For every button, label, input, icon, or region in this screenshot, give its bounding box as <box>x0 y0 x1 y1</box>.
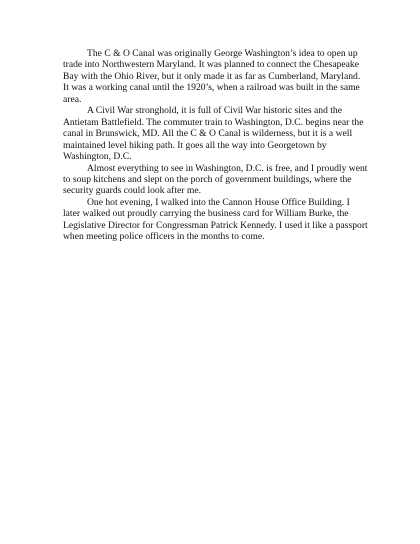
paragraph-washington: Almost everything to see in Washington, D.C. is free, and I proudly went to soup kitchens and slept on the porch of government buildings, where the security guards could look after me. <box>63 162 368 197</box>
paragraph-canal-history: The C & O Canal was originally George Washington’s idea to open up trade into Northwestern Maryland. It was planned to connect the Chesapeake Bay with the Ohio River, but it only made it as far as Cumberland, Maryland. It was a working canal until the 1920’s, when a railroad was built in the same area. <box>63 48 361 105</box>
paragraph-civil-war: A Civil War stronghold, it is full of Civil War historic sites and the Antietam Battlefield. The commuter train to Washington, D.C. begins near the canal in Brunswick, MD. All the C & O Canal is wilderness, but it is a well maintained level hiking path. It goes all the way into Georgetown by Washington, D.C. <box>63 105 364 163</box>
body-text <box>63 48 368 243</box>
paragraph-cannon-house: One hot evening, I walked into the Cannon House Office Building. I later walked out proudly carrying the business card for William Burke, the Legislative Director for Congressman Patrick Kennedy. I used it like a passport when meeting police officers in the months to come. <box>63 196 368 243</box>
